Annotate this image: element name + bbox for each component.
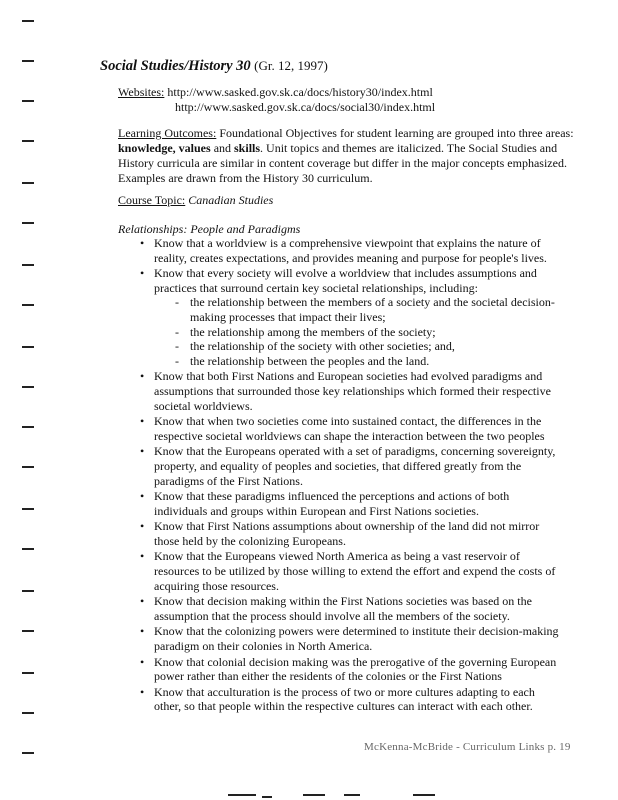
margin-mark — [22, 752, 34, 754]
bullet-icon: • — [140, 684, 145, 699]
sub-list-item — [175, 339, 560, 354]
bottom-mark — [413, 794, 435, 796]
section-heading: Relationships: People and Paradigms — [118, 222, 301, 236]
list-item-text: Know that a worldview is a comprehensive viewpoint that explains the nature of reality, creates expectations, and provides meaning and purpose for people's lives. — [154, 236, 547, 265]
website-link[interactable]: http://www.sasked.gov.sk.ca/docs/history30/index.html — [167, 85, 433, 99]
margin-mark — [22, 100, 34, 102]
margin-mark — [22, 630, 34, 632]
margin-mark — [22, 466, 34, 468]
list-item-text: Know that First Nations assumptions about ownership of the land did not mirror those held by the colonizing Europeans. — [154, 519, 540, 548]
bullet-icon: • — [140, 266, 145, 281]
course-topic — [118, 193, 273, 208]
list-item-text: Know that every society will evolve a worldview that includes assumptions and practices that surround certain key societal relationships, including: — [154, 266, 537, 295]
dash-icon: - — [175, 339, 179, 354]
list-item-text: Know that the colonizing powers were determined to institute their decision-making paradigm on their colonies in North America. — [154, 624, 559, 654]
sub-list-item — [175, 325, 560, 340]
bullet-icon: • — [140, 414, 145, 429]
list-item — [140, 414, 560, 443]
margin-mark — [22, 264, 34, 266]
bottom-mark — [303, 794, 325, 796]
bottom-mark — [228, 794, 256, 796]
sub-list-item — [175, 354, 560, 369]
bullet-icon: • — [140, 624, 145, 639]
margin-mark — [22, 548, 34, 550]
dash-icon: - — [175, 295, 179, 310]
websites-block — [118, 85, 435, 115]
outcomes-text: . Unit topics and themes are italicized. The Social Studies and History curricula are similar in content coverage but differ in the major concepts emphasized. Examples are drawn from the History 30 curriculum. — [118, 141, 567, 185]
list-item — [140, 519, 560, 548]
list-item-text: Know that when two societies come into sustained contact, the differences in the respective societal worldviews can shape the interaction between the two peoples — [154, 414, 545, 443]
outcomes-bold-term: skills — [234, 141, 261, 155]
outcomes-text: Foundational Objectives for student learning are grouped into three areas: — [216, 126, 574, 140]
list-item-text: Know that decision making within the First Nations societies was based on the assumption that the process should involve all the members of the society. — [154, 594, 532, 623]
grade-year: (Gr. 12, 1997) — [254, 58, 328, 73]
list-item — [140, 266, 560, 368]
margin-mark — [22, 222, 34, 224]
list-item — [140, 624, 560, 653]
outcomes-text: and — [210, 141, 235, 155]
websites-label: Websites: — [118, 85, 165, 99]
sub-list — [154, 295, 560, 368]
margin-mark — [22, 426, 34, 428]
bullet-icon: • — [140, 549, 145, 564]
learning-outcomes-label: Learning Outcomes: — [118, 126, 217, 140]
sub-list-item-text: the relationship of the society with other societies; and, — [190, 339, 455, 354]
page-footer: McKenna-McBride - Curriculum Links p. 19 — [364, 741, 571, 753]
outcomes-bold-term: knowledge, values — [118, 141, 211, 155]
website-link[interactable]: http://www.sasked.gov.sk.ca/docs/social30/index.html — [175, 100, 436, 114]
list-item — [140, 489, 560, 518]
list-item — [140, 369, 560, 413]
bullet-icon: • — [140, 519, 145, 534]
list-item — [140, 549, 560, 593]
list-item — [140, 444, 560, 488]
margin-mark — [22, 182, 34, 184]
margin-mark — [22, 672, 34, 674]
course-topic-label: Course Topic: — [118, 193, 186, 207]
list-item-text: Know that colonial decision making was the prerogative of the governing European power rather than either the residents of the colonies or the First Nations — [154, 654, 557, 684]
list-item — [140, 655, 560, 684]
list-item-text: Know that both First Nations and European societies had evolved paradigms and assumptions that surrounded those key relationships which formed their respective societal worldviews. — [154, 369, 551, 413]
bullet-icon: • — [140, 594, 145, 609]
sub-list-item-text: the relationship between the peoples and the land. — [190, 353, 430, 368]
margin-mark — [22, 346, 34, 348]
course-topic-value: Canadian Studies — [188, 193, 274, 207]
margin-mark — [22, 304, 34, 306]
dash-icon: - — [175, 324, 179, 339]
list-item — [140, 685, 560, 714]
list-item-text: Know that the Europeans operated with a set of paradigms, concerning sovereignty, property, and equality of peoples and societies, that differed greatly from the paradigms of the First Nations. — [154, 444, 556, 488]
learning-outcomes — [118, 126, 578, 186]
outcomes-list — [140, 236, 560, 715]
document-title-line — [100, 58, 328, 75]
margin-mark — [22, 20, 34, 22]
list-item — [140, 594, 560, 623]
bullet-icon: • — [140, 369, 145, 384]
bullet-icon: • — [140, 654, 145, 669]
dash-icon: - — [175, 353, 179, 368]
sub-list-item — [175, 295, 560, 324]
list-item-text: Know that these paradigms influenced the perceptions and actions of both individuals and groups within European and First Nations societies. — [154, 489, 510, 518]
margin-mark — [22, 508, 34, 510]
document-title: Social Studies/History 30 — [100, 58, 251, 74]
list-item-text: Know that acculturation is the process of two or more cultures adapting to each other, so that people within the respective cultures can interact with each other. — [154, 684, 535, 714]
margin-mark — [22, 590, 34, 592]
bullet-icon: • — [140, 489, 145, 504]
list-item-text: Know that the Europeans viewed North America as being a vast reservoir of resources to be utilized by those willing to extend the effort and expend the costs of acquiring those resources. — [154, 549, 556, 593]
margin-mark — [22, 140, 34, 142]
margin-mark — [22, 60, 34, 62]
sub-list-item-text: the relationship between the members of a society and the societal decision-making processes that impact their lives; — [190, 295, 555, 324]
bottom-mark — [344, 794, 360, 796]
sub-list-item-text: the relationship among the members of the society; — [190, 324, 436, 339]
margin-mark — [22, 712, 34, 714]
list-item — [140, 236, 560, 265]
bullet-icon: • — [140, 236, 145, 250]
margin-mark — [22, 386, 34, 388]
bottom-mark — [262, 796, 272, 798]
bullet-icon: • — [140, 444, 145, 459]
